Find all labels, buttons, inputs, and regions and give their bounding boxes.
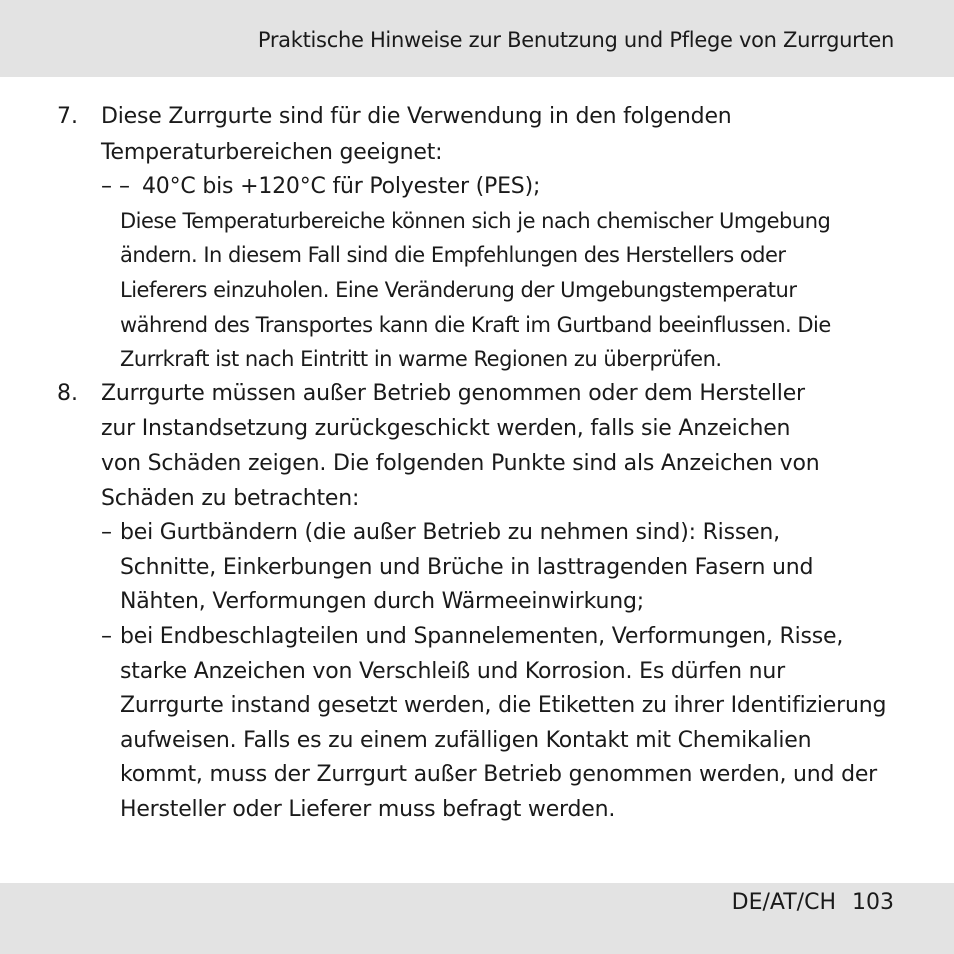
list-dash: – –: [101, 174, 130, 199]
subitem-text-line: bei Endbeschlagteilen und Spannelementen, Verformungen, Risse,: [120, 624, 844, 649]
item-text-line: Schäden zu betrachten:: [101, 486, 360, 511]
subitem-text-line: bei Gurtbändern (die außer Betrieb zu nehmen sind): Rissen,: [120, 520, 780, 545]
note-text-line: ändern. In diesem Fall sind die Empfehlungen des Herstellers oder: [120, 243, 786, 267]
subitem-text-line: aufweisen. Falls es zu einem zufälligen Kontakt mit Chemikalien: [120, 728, 812, 753]
item-text-line: Temperaturbereichen geeignet:: [101, 140, 443, 165]
note-text-line: Lieferers einzuholen. Eine Veränderung der Umgebungstemperatur: [120, 278, 797, 302]
subitem-text-line: kommt, muss der Zurrgurt außer Betrieb genommen werden, und der: [120, 762, 878, 787]
subitem-text-line: Nähten, Verformungen durch Wärmeeinwirkung;: [120, 589, 644, 614]
list-dash: –: [101, 520, 112, 545]
note-text-line: Zurrkraft ist nach Eintritt in warme Regionen zu überprüfen.: [120, 347, 722, 371]
item-text-line: zur Instandsetzung zurückgeschickt werden, falls sie Anzeichen: [101, 416, 791, 441]
locale-label: DE/AT/CH: [731, 890, 836, 915]
item-number: 7.: [57, 104, 78, 129]
note-text-line: Diese Temperaturbereiche können sich je nach chemischer Umgebung: [120, 209, 831, 233]
item-text-line: von Schäden zeigen. Die folgenden Punkte sind als Anzeichen von: [101, 451, 820, 476]
page-footer: [732, 890, 894, 915]
page-header-title: Praktische Hinweise zur Benutzung und Pflege von Zurrgurten: [257, 28, 894, 52]
note-text-line: während des Transportes kann die Kraft im Gurtband beeinflussen. Die: [120, 313, 831, 337]
list-dash: –: [101, 624, 112, 649]
item-text-line: Zurrgurte müssen außer Betrieb genommen oder dem Hersteller: [101, 381, 805, 406]
subitem-text-line: Schnitte, Einkerbungen und Brüche in lasttragenden Fasern und: [120, 555, 814, 580]
subitem-text-line: starke Anzeichen von Verschleiß und Korrosion. Es dürfen nur: [120, 659, 785, 684]
subitem-text-line: Zurrgurte instand gesetzt werden, die Etiketten zu ihrer Identifizierung: [120, 693, 887, 718]
subitem-text-line: Hersteller oder Lieferer muss befragt werden.: [120, 797, 616, 822]
item-number: 8.: [57, 381, 78, 406]
subitem-text-line: 40°C bis +120°C für Polyester (PES);: [142, 174, 541, 199]
page-number: 103: [852, 890, 894, 915]
item-text-line: Diese Zurrgurte sind für die Verwendung in den folgenden: [101, 104, 732, 129]
